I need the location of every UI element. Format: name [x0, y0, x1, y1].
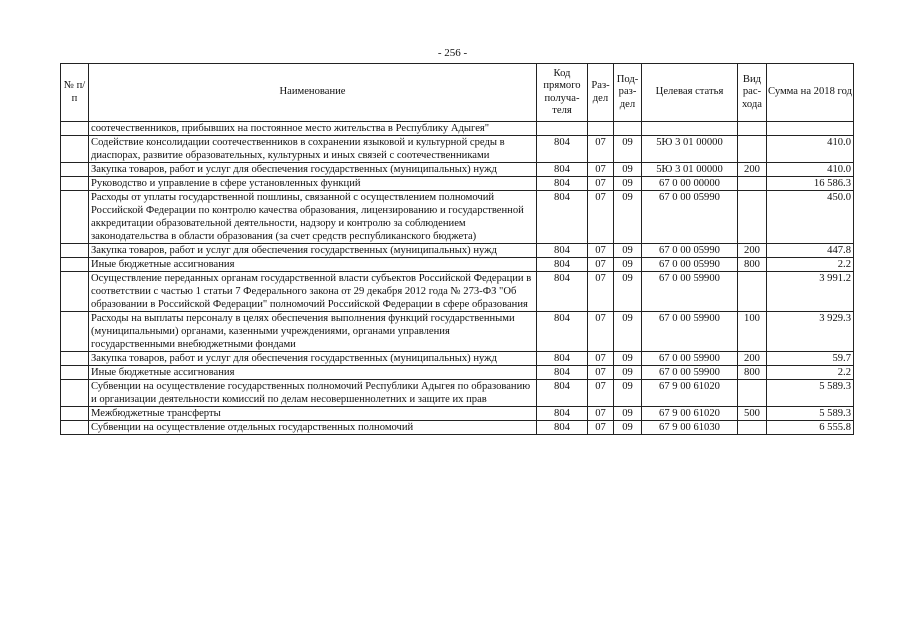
cell-section: 07 [588, 407, 614, 421]
cell-subsection: 09 [614, 380, 642, 407]
col-header-subsection: Под-раз-дел [614, 64, 642, 122]
table-row [61, 312, 854, 352]
cell-section: 07 [588, 366, 614, 380]
cell-recipient: 804 [537, 421, 588, 435]
cell-exp-type: 500 [738, 407, 767, 421]
cell-subsection: 09 [614, 272, 642, 312]
budget-table [60, 63, 854, 435]
cell-recipient [537, 122, 588, 136]
cell-num [61, 258, 89, 272]
cell-name: Осуществление переданных органам государственной власти субъектов Российской Федерации в соответствии с частью 1 статьи 7 Федерального закона от 29 декабря 2012 года № 273-ФЗ "Об образовании в Российской Федерации" полномочий Российской Федерации в сфере образования [89, 272, 537, 312]
cell-amount: 450.0 [767, 191, 854, 244]
cell-recipient: 804 [537, 380, 588, 407]
table-row [61, 258, 854, 272]
cell-recipient: 804 [537, 244, 588, 258]
cell-target: 67 9 00 61020 [642, 407, 738, 421]
cell-recipient: 804 [537, 177, 588, 191]
cell-subsection: 09 [614, 163, 642, 177]
cell-recipient: 804 [537, 163, 588, 177]
cell-name: Закупка товаров, работ и услуг для обеспечения государственных (муниципальных) нужд [89, 352, 537, 366]
cell-name: Межбюджетные трансферты [89, 407, 537, 421]
table-row [61, 380, 854, 407]
cell-exp-type [738, 380, 767, 407]
table-row [61, 191, 854, 244]
col-header-exp-type: Вид рас-хода [738, 64, 767, 122]
cell-num [61, 163, 89, 177]
cell-recipient: 804 [537, 366, 588, 380]
cell-subsection: 09 [614, 244, 642, 258]
cell-target: 67 0 00 05990 [642, 191, 738, 244]
cell-num [61, 352, 89, 366]
cell-subsection: 09 [614, 136, 642, 163]
cell-amount: 3 929.3 [767, 312, 854, 352]
table-row [61, 421, 854, 435]
cell-section: 07 [588, 421, 614, 435]
cell-name: Руководство и управление в сфере установленных функций [89, 177, 537, 191]
cell-exp-type: 100 [738, 312, 767, 352]
cell-subsection: 09 [614, 421, 642, 435]
cell-amount: 3 991.2 [767, 272, 854, 312]
cell-target: 5Ю 3 01 00000 [642, 163, 738, 177]
cell-num [61, 312, 89, 352]
page-number: - 256 - [437, 47, 468, 59]
cell-name: Иные бюджетные ассигнования [89, 258, 537, 272]
cell-subsection: 09 [614, 191, 642, 244]
col-header-name: Наименование [89, 64, 537, 122]
col-header-recipient: Код прямого получа-теля [537, 64, 588, 122]
cell-section: 07 [588, 244, 614, 258]
cell-target: 67 0 00 05990 [642, 244, 738, 258]
cell-subsection [614, 122, 642, 136]
cell-amount: 5 589.3 [767, 407, 854, 421]
cell-recipient: 804 [537, 272, 588, 312]
cell-recipient: 804 [537, 312, 588, 352]
table-row [61, 366, 854, 380]
cell-name: Субвенции на осуществление отдельных государственных полномочий [89, 421, 537, 435]
cell-recipient: 804 [537, 407, 588, 421]
cell-section: 07 [588, 312, 614, 352]
cell-target: 67 0 00 00000 [642, 177, 738, 191]
cell-exp-type [738, 272, 767, 312]
cell-section: 07 [588, 136, 614, 163]
cell-amount: 2.2 [767, 366, 854, 380]
cell-amount: 6 555.8 [767, 421, 854, 435]
cell-exp-type: 200 [738, 244, 767, 258]
cell-amount: 447.8 [767, 244, 854, 258]
cell-name: Иные бюджетные ассигнования [89, 366, 537, 380]
col-header-num: № п/п [61, 64, 89, 122]
cell-target: 67 9 00 61030 [642, 421, 738, 435]
cell-num [61, 191, 89, 244]
cell-target [642, 122, 738, 136]
cell-exp-type [738, 177, 767, 191]
table-row [61, 272, 854, 312]
cell-num [61, 177, 89, 191]
cell-target: 67 0 00 59900 [642, 272, 738, 312]
cell-section: 07 [588, 380, 614, 407]
cell-target: 5Ю 3 01 00000 [642, 136, 738, 163]
cell-num [61, 407, 89, 421]
cell-amount [767, 122, 854, 136]
cell-target: 67 0 00 59900 [642, 312, 738, 352]
cell-subsection: 09 [614, 407, 642, 421]
cell-amount: 410.0 [767, 136, 854, 163]
cell-name: Субвенции на осуществление государственных полномочий Республики Адыгея по образованию и организации деятельности комиссий по делам несовершеннолетних и защите их прав [89, 380, 537, 407]
cell-name: Закупка товаров, работ и услуг для обеспечения государственных (муниципальных) нужд [89, 244, 537, 258]
table-row [61, 136, 854, 163]
cell-exp-type [738, 136, 767, 163]
cell-amount: 59.7 [767, 352, 854, 366]
cell-name: соотечественников, прибывших на постоянное место жительства в Республику Адыгея" [89, 122, 537, 136]
table-row [61, 352, 854, 366]
table-row [61, 244, 854, 258]
col-header-target: Целевая статья [642, 64, 738, 122]
cell-section: 07 [588, 258, 614, 272]
cell-subsection: 09 [614, 177, 642, 191]
cell-name: Закупка товаров, работ и услуг для обеспечения государственных (муниципальных) нужд [89, 163, 537, 177]
cell-name: Содействие консолидации соотечественников в сохранении языковой и культурной среды в диаспорах, развитие образовательных, культурных и иных связей с соотечественниками [89, 136, 537, 163]
cell-exp-type: 200 [738, 163, 767, 177]
cell-recipient: 804 [537, 352, 588, 366]
cell-amount: 16 586.3 [767, 177, 854, 191]
cell-section: 07 [588, 177, 614, 191]
cell-name: Расходы от уплаты государственной пошлины, связанной с осуществлением полномочий Российской Федерации по контролю качества образования, лицензированию и государственной аккредитации образовательной деятельности, надзору и контролю за соблюдением законодательства в области образования (за счет средств республиканского бюджета) [89, 191, 537, 244]
col-header-section: Раз-дел [588, 64, 614, 122]
table-body [61, 122, 854, 435]
cell-num [61, 272, 89, 312]
cell-recipient: 804 [537, 258, 588, 272]
cell-recipient: 804 [537, 191, 588, 244]
cell-recipient: 804 [537, 136, 588, 163]
cell-num [61, 244, 89, 258]
cell-subsection: 09 [614, 312, 642, 352]
cell-exp-type [738, 122, 767, 136]
table-row [61, 407, 854, 421]
cell-subsection: 09 [614, 352, 642, 366]
cell-section: 07 [588, 191, 614, 244]
cell-num [61, 136, 89, 163]
cell-target: 67 0 00 59900 [642, 352, 738, 366]
cell-amount: 5 589.3 [767, 380, 854, 407]
cell-target: 67 0 00 05990 [642, 258, 738, 272]
cell-section: 07 [588, 352, 614, 366]
table-row [61, 122, 854, 136]
cell-target: 67 9 00 61020 [642, 380, 738, 407]
cell-exp-type: 800 [738, 366, 767, 380]
col-header-amount: Сумма на 2018 год [767, 64, 854, 122]
cell-num [61, 421, 89, 435]
table-row [61, 177, 854, 191]
cell-exp-type [738, 421, 767, 435]
cell-section: 07 [588, 163, 614, 177]
table-header-row [61, 64, 854, 122]
cell-exp-type: 200 [738, 352, 767, 366]
cell-amount: 2.2 [767, 258, 854, 272]
cell-num [61, 366, 89, 380]
cell-num [61, 380, 89, 407]
cell-name: Расходы на выплаты персоналу в целях обеспечения выполнения функций государственными (муниципальными) органами, казенными учреждениями, органами управления государственными внебюджетными фондами [89, 312, 537, 352]
cell-exp-type: 800 [738, 258, 767, 272]
table-row [61, 163, 854, 177]
cell-section [588, 122, 614, 136]
cell-section: 07 [588, 272, 614, 312]
cell-exp-type [738, 191, 767, 244]
cell-subsection: 09 [614, 366, 642, 380]
cell-subsection: 09 [614, 258, 642, 272]
cell-amount: 410.0 [767, 163, 854, 177]
cell-target: 67 0 00 59900 [642, 366, 738, 380]
cell-num [61, 122, 89, 136]
